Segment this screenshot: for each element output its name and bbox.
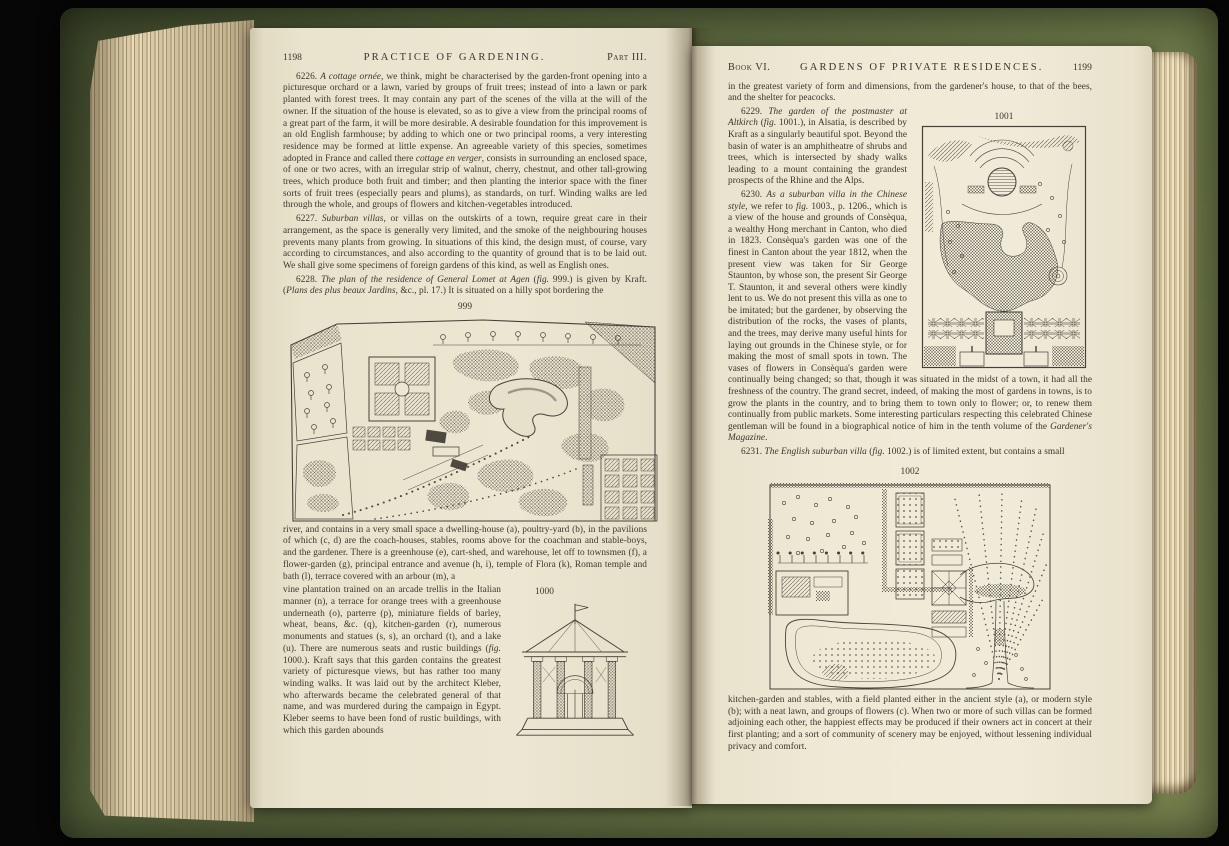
paragraph-6228: 6228. The plan of the residence of General Lomet at Agen (fig. 999.) is given by Kraft. (Plans des plus beaux Jardins, &c., pl. 17.) It is situated on a hilly spot bordering the (283, 274, 647, 297)
left-page-number: 1198 (283, 52, 303, 63)
paragraph-after-fig999: river, and contains in a very small space a dwelling-house (a), poultry-yard (b), in the pavilions of which (c, d) are the coach-houses, stables, rooms above for the coachman and stable-boys, and the gardener. There is a greenhouse (e), cart-shed, and warehouse, let off to townsmen (f), a flower-garden (g), principal entrance and avenue (h, i), temple of Flora (k), Roman temple and bath (l), terrace covered with an arbour (m), a (283, 524, 647, 582)
paragraph-with-fig1000 (283, 585, 647, 739)
left-page (250, 28, 692, 808)
figure-999-garden-plan (283, 315, 658, 525)
paragraph-6229: 6229. The garden of the postmaster at Altkirch (fig. 1001.), in Alsatia, is described by Kraft as a singularly beautiful spot. Beyond the basin of water is an amphitheatre of shrubs and trees, which is intersected by shady walks leading to a mount containing the grandest prospects of the Rhine and the Alps. (728, 106, 907, 187)
paragraph-6227: 6227. Suburban villas, or villas on the outskirts of a town, require great care in their arrangement, as the space is generally very limited, and the smoke of the neighbouring houses prevents many plants from growing. In situations of this kind, the design must, of course, vary according to circumstances, and also according to the quantity of ground that is to be laid out. We shall give some specimens of foreign gardens of this kind, as well as English ones. (283, 214, 647, 271)
right-book-label: Book VI. (728, 62, 771, 73)
right-page-number: 1199 (1072, 62, 1092, 73)
paragraph-intro: in the greatest variety of form and dimensions, from the gardener's house, to that of the bees, and the shelter for peacocks. (728, 81, 1092, 104)
right-running-title: GARDENS OF PRIVATE RESIDENCES. (799, 62, 1044, 73)
paragraph-6226: 6226. A cottage ornée, we think, might be characterised by the garden-front opening into a picturesque orchard or a lawn, varied by groups of fruit trees; instead of into a lawn or park planted with forest trees. It may contain any part of the scenes of the villa at the will of the owner. If the situation of the house is elevated, so as to give a view from the principal rooms of a great part of the farm, it will be more desirable. A desirable foundation for this improvement is an old English farmhouse; by adding to which one or two principal rooms, a very interesting residence may be formed at little expense. An agreeable variety of this species, sometimes adopted in France and called there cottage en verger, consists in surrounding an enclosed space, of one or two acres, with an irregular strip of walnut, cherry, chestnut, and other tall-growing trees, which produce both fruit and timber; and then planting the interior space with the finer sorts of fruit trees (especially pears and plums), as standards, on turf. Winding walks are led through the whole, and groups of flowers and kitchen-vegetables introduced. (283, 71, 647, 211)
figure-1002-label: 1002 (900, 466, 920, 477)
figure-1002-garden-plan (764, 479, 1056, 695)
figure-1000-label: 1000 (535, 587, 554, 598)
figure-999-label: 999 (457, 302, 473, 313)
paragraph-fig1000-text: vine plantation trained on an arcade trellis in the Italian manner (n), a terrace for orange trees with a greenhouse underneath (o), parterre (p), miniature fields of barley, wheat, beans, &c. (q), kitchen-garden (r), numerous monuments and statues (s, s), an orchard (t), and a lake (u). There are numerous seats and rustic buildings (fig. 1000.). Kraft says that this garden contains the greatest variety of picturesque views, but has rather too many winding walks. It was laid out by the architect Kleber, who afterwards became the celebrated general of that name, and was murdered during the campaign in Egypt. Kleber seems to have been fond of rustic buildings, with which this garden abounds (283, 585, 501, 736)
left-page-content (283, 52, 647, 739)
right-page-content (728, 62, 1092, 755)
figure-1001-block (916, 108, 1092, 371)
page-edges-left (90, 20, 254, 822)
column-with-fig1001 (728, 107, 1092, 447)
left-running-head (283, 52, 647, 64)
page-edges-right (1150, 52, 1197, 794)
figure-1002-block (728, 461, 1092, 696)
paragraph-6231: 6231. The English suburban villa (fig. 1002.) is of limited extent, but contains a small (741, 447, 1065, 457)
paragraph-6230: 6230. As a suburban villa in the Chinese style, we refer to fig. 1003., p. 1206., which is a view of the house and grounds of Consèqua, a wealthy Hong merchant in Canton, who died in 1823. Consèqua's garden was one of the finest in Canton about the year 1812, when the present view was taken for Sir George Staunton, by whose son, the present Sir George T. Staunton, it and several others were kindly lent to us. We do not present this villa as one to be imitated; but the gardener, by observing the distribution of the rocks, the vases of plants, and the trees, may derive many useful hints for laying out grounds in the Chinese style, or for making the most of small spots in town. The vases of flowers in Consèqua's garden were continually being changed; so that, though it was situated in the midst of a town, it had all the freshness of the country. The grand secret, indeed, of making the most of gardens in towns, is to grow the plants in the country, and to bring them to town only to flower; or, to renew them continually from public markets. Some interesting particulars respecting this celebrated Chinese gentleman will be found in a biographical notice of him in the tenth volume of the Gardener's Magazine. (728, 189, 1092, 444)
figure-1000-block (509, 587, 647, 739)
figure-1001-garden-plan (920, 124, 1088, 370)
left-running-title: PRACTICE OF GARDENING. (363, 52, 546, 63)
right-page (692, 46, 1152, 804)
right-running-head (728, 62, 1092, 74)
figure-1001-label: 1001 (994, 111, 1014, 122)
paragraph-bottom: kitchen-garden and stables, with a field planted either in the ancient style (a), or modern style (b); with a neat lawn, and groups of flowers (c). When two or more of such villas can be formed adjoining each other, the happiest effects may be produced if their owners act in concert at their first planting; and a sort of community of scenery may be enjoyed, without lessening individual privacy and comfort. (728, 695, 1092, 752)
figure-1000-rustic-pavilion (509, 599, 641, 739)
left-part-label: Part III. (607, 52, 647, 63)
